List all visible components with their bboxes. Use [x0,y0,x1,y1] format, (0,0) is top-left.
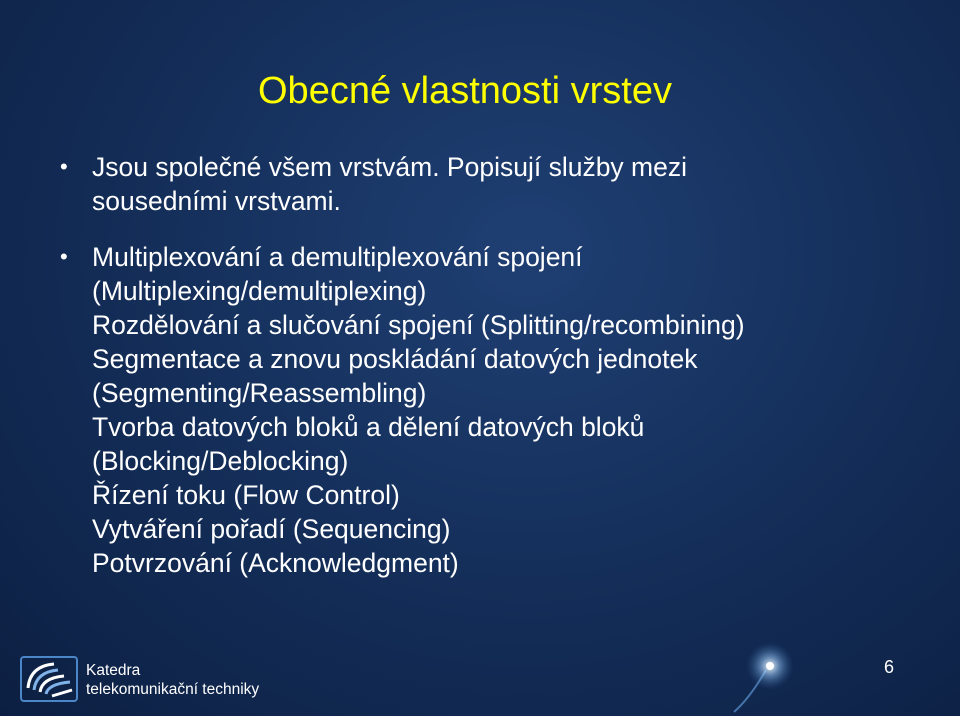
bullet-item [60,150,940,218]
bullet-text: Jsou společné všem vrstvám. Popisují služby mezi [92,152,687,182]
body-line: Rozdělování a slučování spojení (Splitting/recombining) [92,310,745,340]
slide-body [60,150,940,580]
sparkle-icon [720,640,810,716]
bullet-item [60,240,940,308]
bullet-text: (Multiplexing/demultiplexing) [92,276,427,306]
slide-title: Obecné vlastnosti vrstev [258,70,672,112]
bullet-text: sousedními vrstvami. [92,186,341,216]
page-number: 6 [884,657,895,677]
department-logo-icon [20,656,78,702]
body-line: Segmentace a znovu poskládání datových jednotek [92,344,698,374]
body-line: (Blocking/Deblocking) [92,446,349,476]
logo-text-line: Katedra [86,662,141,679]
bullet-dot-icon: • [60,244,68,269]
body-line: (Segmenting/Reassembling) [92,378,427,408]
department-logo [20,656,280,706]
bullet-dot-icon: • [60,154,68,179]
logo-text-line: telekomunikační techniky [86,681,260,698]
body-line: Vytváření pořadí (Sequencing) [92,514,451,544]
body-line: Řízení toku (Flow Control) [92,480,400,510]
body-line: Tvorba datových bloků a dělení datových bloků [92,412,645,442]
body-line: Potvrzování (Acknowledgment) [92,548,459,578]
bullet-text: Multiplexování a demultiplexování spojení [92,242,583,272]
